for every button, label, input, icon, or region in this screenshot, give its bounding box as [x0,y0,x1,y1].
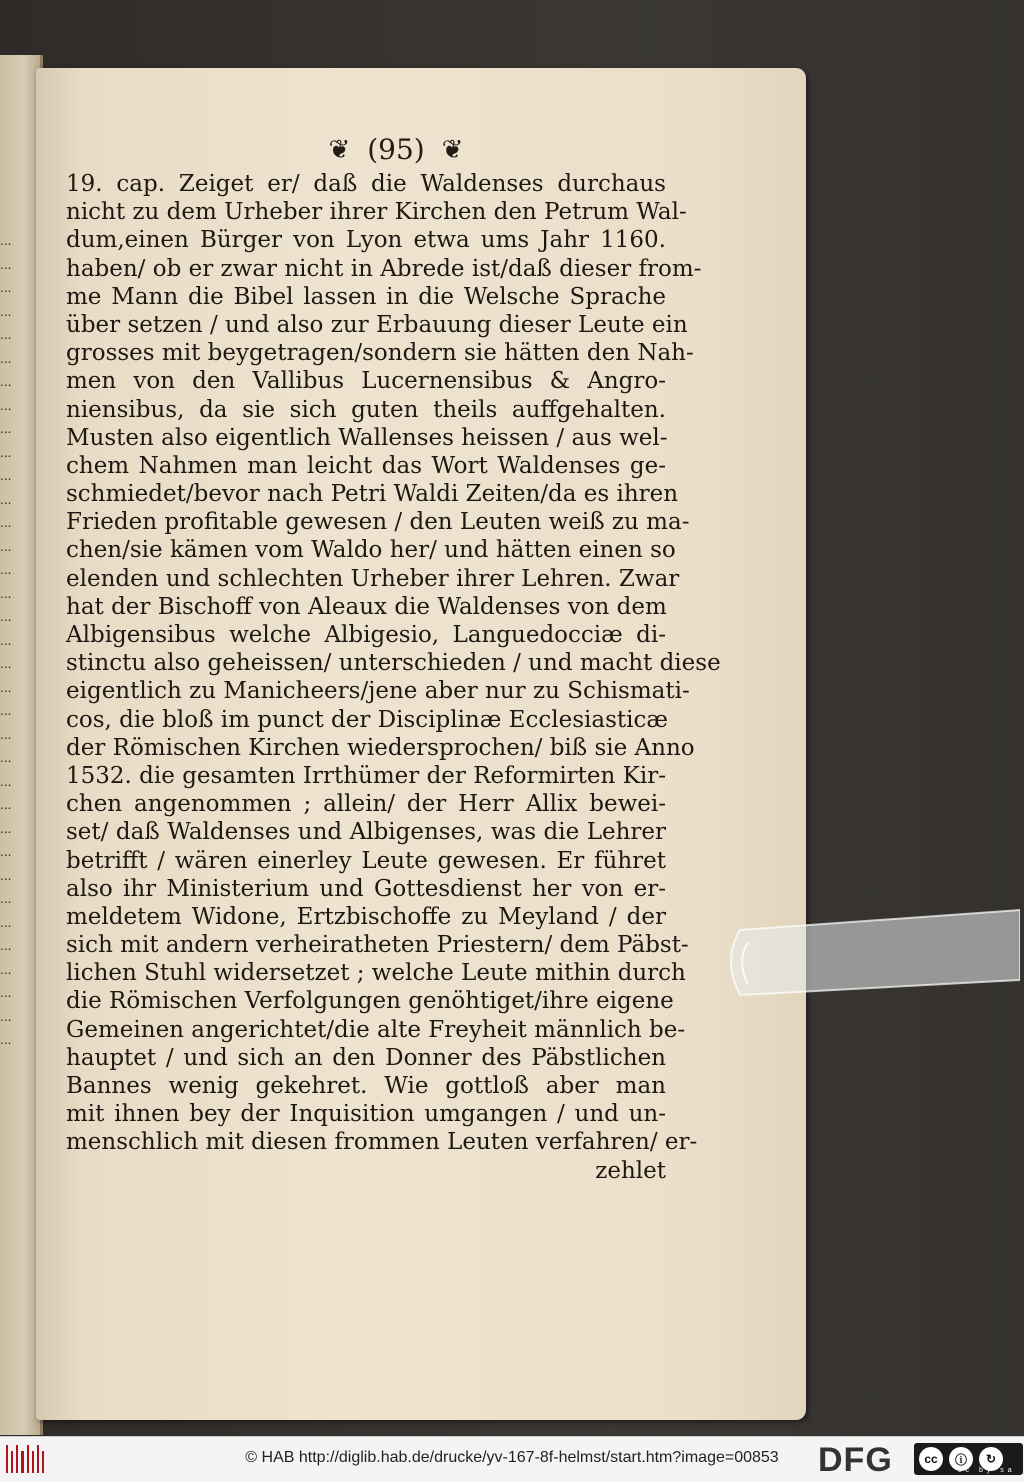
text-line: elenden und schlechten Urheber ihrer Lehren. Zwar [66,565,680,592]
text-line: chen angenommen ; allein/ der Herr Allix bewei- [66,791,666,818]
text-line: Bannes wenig gekehret. Wie gottloß aber man [66,1073,666,1099]
text-line: Musten also eigentlich Wallenses heissen / aus wel- [66,424,668,451]
fleuron-icon: ❦ [441,134,464,165]
text-line: 1532. die gesamten Irrthümer der Reformirten Kir- [66,762,666,789]
source-url[interactable]: © HAB http://diglib.hab.de/drucke/yv-167-8f-helmst/start.htm?image=00853 [245,1449,779,1466]
text-line: über setzen / und also zur Erbauung dieser Leute ein [66,311,688,338]
text-line: also ihr Ministerium und Gottesdienst her von er- [66,875,666,902]
page-clip [720,900,1020,1020]
by-icon: ⓘ [949,1447,973,1471]
text-line: Albigensibus welche Albigesio, Languedocciæ di- [66,622,666,648]
previous-page-text-fragment: ... ... ... ... ... ... ... ... ... ... ... ... ... ... ... ... ... ... ... ... ... ... ... ... ... ... ... ... ... ... ... ... ... ... ... [0,234,12,1047]
text-line: Gemeinen angerichtet/die alte Freyheit männlich be- [66,1016,686,1043]
license-label: cc by sa [958,1467,1016,1474]
dfg-logo: DFG [818,1441,893,1479]
text-line: dum,einen Bürger von Lyon etwa ums Jahr 1160. [66,227,666,254]
text-line: chem Nahmen man leicht das Wort Waldenses ge- [66,452,666,479]
text-line: hat der Bischoff von Aleaux die Waldenses von dem [66,593,667,620]
page-number: (95) [367,133,425,166]
text-line: cos, die bloß im punct der Disciplinæ Ecclesiasticæ [66,706,668,733]
viewer-footer [0,1436,1024,1482]
text-line: schmiedet/bevor nach Petri Waldi Zeiten/da es ihren [66,481,679,508]
text-line: men von den Vallibus Lucernensibus & Angro- [66,368,666,395]
text-line: meldetem Widone, Ertzbischoffe zu Meyland / der [66,903,666,930]
text-line: der Römischen Kirchen wiedersprochen/ biß sie Anno [66,734,695,761]
text-line: grosses mit beygetragen/sondern sie hätten den Nah- [66,340,694,367]
text-line: menschlich mit diesen frommen Leuten verfahren/ er- [66,1129,698,1156]
text-line: 19. cap. Zeiget er/ daß die Waldenses durchaus [66,171,666,197]
text-line: set/ daß Waldenses und Albigenses, was die Lehrer [66,819,666,846]
sa-icon: ↻ [979,1447,1003,1471]
cc-icon: cc [919,1447,943,1471]
text-line: sich mit andern verheiratheten Priestern/ dem Päbst- [66,932,689,959]
text-line: chen/sie kämen vom Waldo her/ und hätten einen so [66,537,676,564]
text-line: nicht zu dem Urheber ihrer Kirchen den Petrum Wal- [66,199,687,226]
text-line: hauptet / und sich an den Donner des Päbstlichen [66,1044,666,1071]
book-page [36,68,806,1420]
text-line: me Mann die Bibel lassen in die Welsche Sprache [66,283,666,310]
text-line: stinctu also geheissen/ unterschieden / und macht diese [66,650,721,677]
text-line: Frieden profitable gewesen / den Leuten weiß zu ma- [66,509,690,536]
text-line: die Römischen Verfolgungen genöhtiget/ihre eigene [66,988,674,1015]
text-line: eigentlich zu Manicheers/jene aber nur zu Schismati- [66,678,690,705]
text-line: betrifft / wären einerley Leute gewesen. Er führet [66,847,666,874]
fleuron-icon: ❦ [328,134,351,165]
text-line: mit ihnen bey der Inquisition umgangen / und un- [66,1101,666,1128]
catchword: zehlet [595,1157,666,1184]
text-line: lichen Stuhl widersetzet ; welche Leute mithin durch [66,960,686,987]
page-header [276,131,516,166]
text-line: niensibus, da sie sich guten theils auffgehalten. [66,396,666,423]
body-text [66,170,721,1185]
cc-by-sa-icon[interactable] [914,1443,1023,1475]
text-line: haben/ ob er zwar nicht in Abrede ist/daß dieser from- [66,255,702,282]
